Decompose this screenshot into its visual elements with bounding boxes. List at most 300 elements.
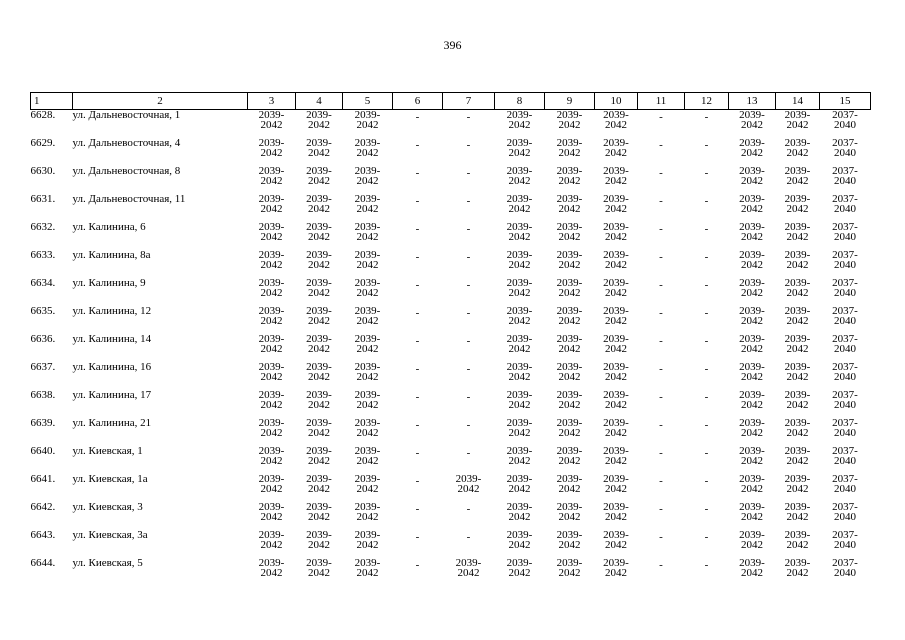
table-row — [31, 306, 871, 334]
period-cell — [685, 334, 729, 362]
period-cell — [776, 390, 820, 418]
cell-value: 2039- 2042 — [354, 221, 381, 243]
period-cell — [685, 530, 729, 558]
cell-value: 2039- 2042 — [306, 557, 332, 579]
cell-value: 2039- 2042 — [603, 333, 629, 355]
table-row — [31, 418, 871, 446]
period-cell — [820, 222, 871, 250]
cell-value: 2039- 2042 — [603, 193, 629, 215]
period-cell — [685, 194, 729, 222]
period-cell — [820, 418, 871, 446]
period-cell — [638, 166, 685, 194]
period-cell — [820, 390, 871, 418]
cell-value: 2039- 2042 — [556, 501, 583, 523]
cell-value: - — [704, 111, 709, 123]
period-cell — [820, 278, 871, 306]
period-cell — [638, 474, 685, 502]
address-cell: ул. Киевская, 5 — [72, 557, 143, 569]
cell-value: - — [659, 195, 663, 207]
period-cell — [638, 530, 685, 558]
period-cell — [296, 166, 343, 194]
cell-value: 2039- 2042 — [784, 249, 811, 271]
period-cell — [248, 530, 296, 558]
cell-value: 2039- 2042 — [258, 473, 285, 495]
period-cell — [820, 474, 871, 502]
period-cell — [343, 418, 393, 446]
period-cell — [248, 334, 296, 362]
cell-value: 2039- 2042 — [739, 557, 765, 579]
row-number: 6639. — [30, 417, 56, 429]
cell-value: - — [415, 139, 420, 151]
period-cell — [393, 362, 443, 390]
cell-value: 2039- 2042 — [506, 277, 533, 299]
period-cell — [296, 446, 343, 474]
period-cell — [248, 558, 296, 586]
period-cell — [545, 502, 595, 530]
period-cell — [685, 250, 729, 278]
cell-value: - — [659, 447, 663, 459]
cell-value: - — [704, 279, 709, 291]
cell-value: 2039- 2042 — [354, 445, 381, 467]
cell-value: - — [704, 419, 709, 431]
cell-value: - — [466, 223, 471, 235]
period-cell — [343, 306, 393, 334]
period-cell — [595, 306, 638, 334]
cell-value: 2039- 2042 — [603, 221, 629, 243]
period-cell — [820, 446, 871, 474]
period-cell — [443, 278, 495, 306]
cell-value: 2039- 2042 — [258, 277, 285, 299]
cell-value: 2039- 2042 — [603, 529, 629, 551]
address-cell: ул. Киевская, 1 — [72, 445, 143, 457]
period-cell — [729, 390, 776, 418]
row-number: 6638. — [30, 389, 56, 401]
period-cell — [595, 530, 638, 558]
period-cell — [820, 530, 871, 558]
period-cell — [443, 502, 495, 530]
period-cell — [638, 306, 685, 334]
cell-value: - — [659, 223, 663, 235]
column-header: 8 — [495, 93, 545, 110]
row-number: 6643. — [30, 529, 56, 541]
period-cell — [595, 390, 638, 418]
period-cell — [545, 306, 595, 334]
row-number: 6628. — [30, 109, 56, 121]
cell-value: 2039- 2042 — [506, 445, 533, 467]
period-cell — [685, 390, 729, 418]
cell-value: 2037- 2040 — [832, 165, 858, 187]
period-cell — [595, 250, 638, 278]
cell-value: 2039- 2042 — [739, 193, 765, 215]
cell-value: 2037- 2040 — [832, 137, 858, 159]
cell-value: - — [415, 419, 420, 431]
period-cell — [495, 418, 545, 446]
period-cell — [776, 110, 820, 139]
period-cell — [248, 502, 296, 530]
cell-value: 2039- 2042 — [556, 417, 583, 439]
period-cell — [343, 166, 393, 194]
cell-value: 2039- 2042 — [455, 557, 482, 579]
period-cell — [495, 194, 545, 222]
cell-value: 2037- 2040 — [832, 305, 858, 327]
period-cell — [443, 306, 495, 334]
period-cell — [729, 446, 776, 474]
table-row — [31, 222, 871, 250]
cell-value: 2039- 2042 — [354, 193, 381, 215]
period-cell — [393, 278, 443, 306]
cell-value: - — [704, 503, 709, 515]
cell-value: - — [704, 447, 709, 459]
cell-value: 2039- 2042 — [784, 529, 811, 551]
cell-value: 2039- 2042 — [603, 557, 629, 579]
period-cell — [545, 250, 595, 278]
period-cell — [820, 194, 871, 222]
period-cell — [296, 334, 343, 362]
cell-value: 2039- 2042 — [506, 361, 533, 383]
table-row — [31, 334, 871, 362]
period-cell — [443, 138, 495, 166]
period-cell — [296, 194, 343, 222]
period-cell — [776, 362, 820, 390]
period-cell — [495, 334, 545, 362]
cell-value: 2039- 2042 — [306, 109, 332, 131]
cell-value: 2039- 2042 — [603, 277, 629, 299]
period-cell — [393, 110, 443, 139]
address-cell: ул. Киевская, 1а — [72, 473, 148, 485]
period-cell — [393, 306, 443, 334]
period-cell — [343, 110, 393, 139]
period-cell — [393, 502, 443, 530]
cell-value: 2037- 2040 — [832, 221, 858, 243]
period-cell — [729, 502, 776, 530]
period-cell — [820, 306, 871, 334]
cell-value: 2039- 2042 — [556, 473, 583, 495]
cell-value: 2037- 2040 — [832, 389, 858, 411]
cell-value: 2039- 2042 — [354, 529, 381, 551]
period-cell — [495, 278, 545, 306]
cell-value: 2039- 2042 — [739, 529, 765, 551]
period-cell — [638, 446, 685, 474]
cell-value: 2039- 2042 — [784, 473, 811, 495]
cell-value: 2039- 2042 — [354, 305, 381, 327]
period-cell — [638, 194, 685, 222]
cell-value: - — [415, 167, 420, 179]
period-cell — [729, 250, 776, 278]
cell-value: 2039- 2042 — [258, 109, 285, 131]
cell-value: 2039- 2042 — [556, 193, 583, 215]
period-cell — [729, 278, 776, 306]
period-cell — [495, 138, 545, 166]
period-cell — [820, 362, 871, 390]
period-cell — [776, 502, 820, 530]
cell-value: 2037- 2040 — [832, 249, 858, 271]
row-number: 6634. — [30, 277, 56, 289]
period-cell — [729, 334, 776, 362]
address-cell: ул. Киевская, 3 — [72, 501, 143, 513]
period-cell — [393, 334, 443, 362]
period-cell — [595, 110, 638, 139]
cell-value: - — [704, 251, 709, 263]
cell-value: 2039- 2042 — [506, 333, 533, 355]
table-row — [31, 390, 871, 418]
cell-value: 2039- 2042 — [354, 277, 381, 299]
period-cell — [638, 278, 685, 306]
cell-value: - — [659, 531, 663, 543]
row-number: 6640. — [30, 445, 56, 457]
cell-value: - — [466, 335, 471, 347]
period-cell — [443, 250, 495, 278]
period-cell — [443, 558, 495, 586]
cell-value: - — [704, 363, 709, 375]
cell-value: - — [659, 363, 663, 375]
cell-value: 2039- 2042 — [306, 333, 332, 355]
cell-value: 2039- 2042 — [556, 333, 583, 355]
period-cell — [685, 446, 729, 474]
row-number: 6630. — [30, 165, 56, 177]
table-row — [31, 250, 871, 278]
cell-value: - — [466, 419, 471, 431]
period-cell — [595, 558, 638, 586]
cell-value: 2039- 2042 — [306, 389, 332, 411]
period-cell — [545, 530, 595, 558]
cell-value: 2039- 2042 — [603, 109, 629, 131]
cell-value: 2039- 2042 — [306, 417, 332, 439]
cell-value: - — [704, 559, 709, 571]
period-cell — [248, 110, 296, 139]
column-header: 9 — [545, 93, 595, 110]
period-cell — [495, 474, 545, 502]
period-cell — [595, 446, 638, 474]
cell-value: 2039- 2042 — [556, 445, 583, 467]
cell-value: 2039- 2042 — [739, 333, 765, 355]
period-cell — [296, 502, 343, 530]
period-cell — [638, 558, 685, 586]
cell-value: 2039- 2042 — [784, 277, 811, 299]
cell-value: 2039- 2042 — [739, 445, 765, 467]
table-row — [31, 166, 871, 194]
cell-value: 2039- 2042 — [784, 417, 811, 439]
cell-value: 2039- 2042 — [506, 221, 533, 243]
period-cell — [729, 418, 776, 446]
cell-value: - — [415, 363, 420, 375]
cell-value: 2039- 2042 — [258, 305, 285, 327]
cell-value: 2039- 2042 — [354, 361, 381, 383]
cell-value: 2039- 2042 — [739, 165, 765, 187]
cell-value: 2037- 2040 — [832, 361, 858, 383]
row-number: 6641. — [30, 473, 56, 485]
table-row — [31, 138, 871, 166]
period-cell — [443, 166, 495, 194]
row-number: 6632. — [30, 221, 56, 233]
period-cell — [776, 138, 820, 166]
cell-value: 2039- 2042 — [556, 221, 583, 243]
row-number: 6635. — [30, 305, 56, 317]
cell-value: 2039- 2042 — [258, 529, 285, 551]
period-cell — [296, 110, 343, 139]
cell-value: 2039- 2042 — [556, 557, 583, 579]
period-cell — [248, 278, 296, 306]
cell-value: 2039- 2042 — [739, 109, 765, 131]
cell-value: 2039- 2042 — [556, 529, 583, 551]
period-cell — [343, 362, 393, 390]
cell-value: 2039- 2042 — [258, 445, 285, 467]
period-cell — [545, 222, 595, 250]
period-cell — [685, 502, 729, 530]
cell-value: 2039- 2042 — [258, 417, 285, 439]
cell-value: - — [415, 335, 420, 347]
cell-value: 2037- 2040 — [832, 501, 858, 523]
period-cell — [729, 530, 776, 558]
cell-value: 2039- 2042 — [556, 277, 583, 299]
cell-value: 2039- 2042 — [258, 333, 285, 355]
cell-value: 2039- 2042 — [258, 361, 285, 383]
period-cell — [393, 474, 443, 502]
period-cell — [545, 194, 595, 222]
cell-value: - — [659, 139, 663, 151]
cell-value: 2039- 2042 — [603, 445, 629, 467]
cell-value: - — [704, 167, 709, 179]
period-cell — [443, 222, 495, 250]
period-cell — [248, 166, 296, 194]
period-cell — [545, 446, 595, 474]
cell-value: 2039- 2042 — [506, 557, 533, 579]
cell-value: 2039- 2042 — [354, 137, 381, 159]
period-cell — [685, 138, 729, 166]
address-cell: ул. Дальневосточная, 11 — [72, 193, 186, 205]
period-cell — [776, 222, 820, 250]
period-cell — [545, 334, 595, 362]
period-cell — [595, 362, 638, 390]
period-cell — [776, 250, 820, 278]
period-cell — [248, 306, 296, 334]
period-cell — [296, 390, 343, 418]
cell-value: - — [704, 223, 709, 235]
cell-value: 2037- 2040 — [832, 445, 858, 467]
period-cell — [296, 418, 343, 446]
cell-value: 2039- 2042 — [354, 109, 381, 131]
period-cell — [443, 334, 495, 362]
period-cell — [638, 418, 685, 446]
column-header: 2 — [73, 93, 248, 110]
period-cell — [545, 362, 595, 390]
cell-value: - — [466, 503, 471, 515]
period-cell — [495, 306, 545, 334]
cell-value: - — [704, 195, 709, 207]
period-cell — [638, 334, 685, 362]
period-cell — [443, 530, 495, 558]
cell-value: - — [415, 531, 420, 543]
cell-value: 2039- 2042 — [603, 501, 629, 523]
period-cell — [393, 138, 443, 166]
period-cell — [638, 362, 685, 390]
period-cell — [296, 222, 343, 250]
cell-value: 2039- 2042 — [603, 249, 629, 271]
cell-value: 2039- 2042 — [506, 417, 533, 439]
period-cell — [685, 558, 729, 586]
row-number: 6633. — [30, 249, 56, 261]
period-cell — [443, 110, 495, 139]
column-header: 1 — [31, 93, 73, 110]
period-cell — [545, 278, 595, 306]
period-cell — [393, 194, 443, 222]
period-cell — [343, 502, 393, 530]
period-cell — [685, 362, 729, 390]
cell-value: 2037- 2040 — [832, 473, 858, 495]
period-cell — [495, 166, 545, 194]
table-row — [31, 474, 871, 502]
period-cell — [296, 474, 343, 502]
period-cell — [595, 418, 638, 446]
cell-value: 2039- 2042 — [306, 277, 332, 299]
cell-value: - — [659, 503, 663, 515]
cell-value: 2039- 2042 — [306, 193, 332, 215]
cell-value: 2039- 2042 — [306, 361, 332, 383]
period-cell — [820, 138, 871, 166]
table-row — [31, 558, 871, 586]
table-row — [31, 278, 871, 306]
cell-value: 2039- 2042 — [306, 501, 332, 523]
period-cell — [729, 362, 776, 390]
cell-value: 2039- 2042 — [258, 249, 285, 271]
period-cell — [495, 502, 545, 530]
address-cell: ул. Калинина, 9 — [72, 277, 146, 289]
cell-value: - — [466, 251, 471, 263]
period-cell — [248, 390, 296, 418]
cell-value: - — [466, 167, 471, 179]
column-header: 15 — [820, 93, 871, 110]
period-cell — [248, 474, 296, 502]
period-cell — [729, 306, 776, 334]
table-row — [31, 446, 871, 474]
cell-value: 2039- 2042 — [739, 305, 765, 327]
cell-value: 2037- 2040 — [832, 333, 858, 355]
period-cell — [776, 558, 820, 586]
cell-value: 2039- 2042 — [739, 221, 765, 243]
cell-value: 2039- 2042 — [739, 361, 765, 383]
period-cell — [729, 110, 776, 139]
cell-value: 2039- 2042 — [506, 305, 533, 327]
period-cell — [443, 446, 495, 474]
cell-value: 2037- 2040 — [832, 557, 858, 579]
cell-value: - — [415, 251, 420, 263]
cell-value: 2039- 2042 — [354, 473, 381, 495]
address-cell: ул. Калинина, 21 — [72, 417, 152, 429]
cell-value: - — [415, 223, 420, 235]
period-cell — [685, 222, 729, 250]
cell-value: - — [415, 559, 420, 571]
table-row — [31, 530, 871, 558]
cell-value: 2039- 2042 — [556, 165, 583, 187]
cell-value: 2039- 2042 — [784, 305, 811, 327]
period-cell — [296, 250, 343, 278]
column-header: 10 — [595, 93, 638, 110]
cell-value: 2039- 2042 — [784, 361, 811, 383]
period-cell — [248, 194, 296, 222]
address-cell: ул. Дальневосточная, 4 — [72, 137, 181, 149]
cell-value: 2039- 2042 — [258, 193, 285, 215]
column-header: 12 — [685, 93, 729, 110]
cell-value: - — [415, 503, 420, 515]
cell-value: - — [659, 251, 663, 263]
period-cell — [545, 166, 595, 194]
period-cell — [296, 530, 343, 558]
cell-value: 2039- 2042 — [739, 137, 765, 159]
cell-value: - — [704, 531, 709, 543]
period-cell — [776, 446, 820, 474]
cell-value: 2037- 2040 — [832, 109, 858, 131]
period-cell — [343, 474, 393, 502]
cell-value: 2039- 2042 — [306, 249, 332, 271]
